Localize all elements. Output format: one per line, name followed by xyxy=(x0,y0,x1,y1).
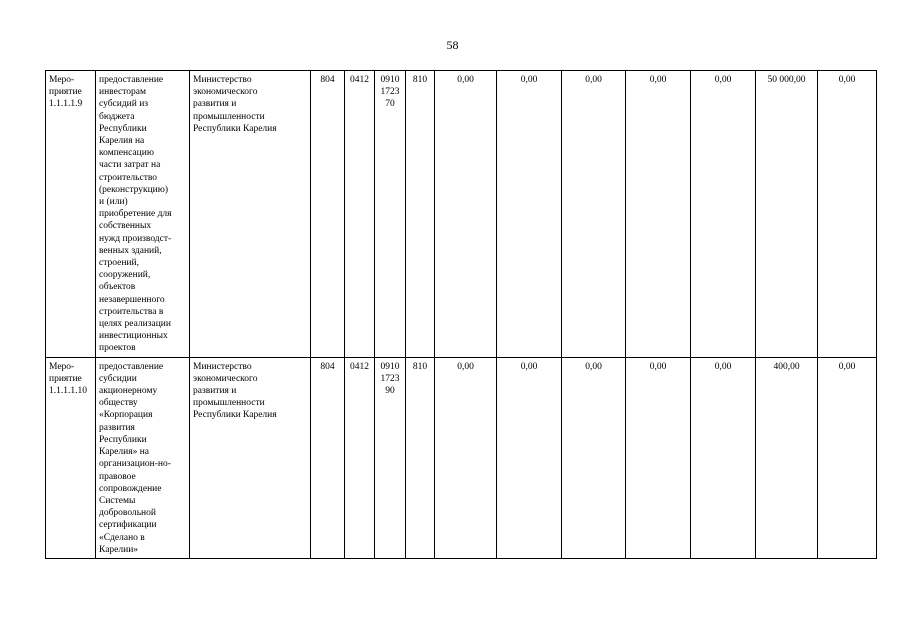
description-line: компенсацию xyxy=(99,148,154,159)
budget-table xyxy=(45,70,877,559)
description-line: собственных xyxy=(99,221,152,232)
organization-line: промышленности xyxy=(193,398,265,409)
description-line: развития xyxy=(99,422,135,433)
csr-line: 0910 xyxy=(380,361,400,372)
csr-line: 1723 xyxy=(380,373,400,384)
table-row xyxy=(46,71,877,358)
organization-cell xyxy=(190,357,311,558)
description-line: венных зданий, xyxy=(99,245,162,256)
event-line: приятие xyxy=(49,373,82,384)
csr-line: 70 xyxy=(385,99,395,110)
event-line: 1.1.1.1.10 xyxy=(49,386,87,397)
csr-cell xyxy=(375,357,406,558)
description-line: целях реализации xyxy=(99,319,171,330)
page-number: 58 xyxy=(446,38,459,52)
description-line: бюджета xyxy=(99,111,135,122)
amount-cell: 0,00 xyxy=(497,357,562,558)
organization-line: экономического xyxy=(193,87,258,98)
description-cell xyxy=(96,71,190,358)
description-line: объектов xyxy=(99,282,136,293)
event-line: Меро- xyxy=(49,361,75,372)
organization-line: Министерство xyxy=(193,75,252,85)
organization-line: Министерство xyxy=(193,361,252,372)
event-cell xyxy=(46,71,96,358)
amount-cell: 0,00 xyxy=(626,357,691,558)
description-line: инвесторам xyxy=(99,87,147,98)
description-line: строений, xyxy=(99,258,139,269)
csr-line: 0910 xyxy=(380,75,400,85)
description-line: сопровождение xyxy=(99,483,162,494)
vr-cell: 810 xyxy=(406,71,435,358)
amount-cell: 0,00 xyxy=(818,71,877,358)
organization-line: Республики Карелия xyxy=(193,123,277,134)
description-line: добровольной xyxy=(99,508,156,519)
description-line: субсидии xyxy=(99,373,137,384)
organization-cell xyxy=(190,71,311,358)
description-line: правовое xyxy=(99,471,136,482)
description-line: Республики xyxy=(99,434,147,445)
description-line: предоставление xyxy=(99,361,164,372)
event-line: приятие xyxy=(49,87,82,98)
description-line: Карелия на xyxy=(99,136,145,147)
event-line: Меро- xyxy=(49,75,75,85)
description-line: приобретение для xyxy=(99,209,172,220)
rzpr-cell: 0412 xyxy=(345,357,375,558)
description-line: незавершенного xyxy=(99,294,165,305)
description-line: строительства в xyxy=(99,306,164,317)
amount-cell: 50 000,00 xyxy=(756,71,818,358)
description-line: строительство xyxy=(99,172,158,183)
amount-cell: 0,00 xyxy=(691,357,756,558)
event-cell xyxy=(46,357,96,558)
organization-line: экономического xyxy=(193,373,258,384)
event-line: 1.1.1.1.9 xyxy=(49,99,83,110)
description-line: нужд производст- xyxy=(99,233,172,244)
description-line: сооружений, xyxy=(99,270,151,281)
amount-cell: 0,00 xyxy=(435,357,497,558)
rzpr-cell: 0412 xyxy=(345,71,375,358)
description-cell xyxy=(96,357,190,558)
description-line: проектов xyxy=(99,343,136,354)
organization-line: развития и xyxy=(193,386,237,397)
amount-cell: 0,00 xyxy=(562,357,626,558)
description-line: Карелии» xyxy=(99,544,139,555)
amount-cell: 0,00 xyxy=(497,71,562,358)
description-line: и (или) xyxy=(99,197,128,208)
amount-cell: 0,00 xyxy=(562,71,626,358)
csr-line: 90 xyxy=(385,386,395,397)
amount-cell: 0,00 xyxy=(691,71,756,358)
description-line: акционерному xyxy=(99,386,158,397)
description-line: «Сделано в xyxy=(99,532,145,543)
description-line: организацион-но- xyxy=(99,459,171,470)
amount-cell: 0,00 xyxy=(818,357,877,558)
csr-line: 1723 xyxy=(380,87,400,98)
grbs-cell: 804 xyxy=(311,71,345,358)
description-line: Республики xyxy=(99,123,147,134)
description-line: Системы xyxy=(99,495,136,506)
amount-cell: 0,00 xyxy=(626,71,691,358)
description-line: субсидий из xyxy=(99,99,149,110)
grbs-cell: 804 xyxy=(311,357,345,558)
description-line: Карелия» на xyxy=(99,447,150,458)
description-line: инвестиционных xyxy=(99,331,168,342)
description-line: (реконструкцию) xyxy=(99,184,169,195)
vr-cell: 810 xyxy=(406,357,435,558)
table-body xyxy=(46,71,877,559)
organization-line: развития и xyxy=(193,99,237,110)
organization-line: Республики Карелия xyxy=(193,410,277,421)
csr-cell xyxy=(375,71,406,358)
description-line: «Корпорация xyxy=(99,410,153,421)
amount-cell: 400,00 xyxy=(756,357,818,558)
description-line: предоставление xyxy=(99,75,164,85)
table-row xyxy=(46,357,877,558)
description-line: обществу xyxy=(99,398,138,409)
description-line: части затрат на xyxy=(99,160,161,171)
description-line: сертификации xyxy=(99,520,157,531)
amount-cell: 0,00 xyxy=(435,71,497,358)
organization-line: промышленности xyxy=(193,111,265,122)
